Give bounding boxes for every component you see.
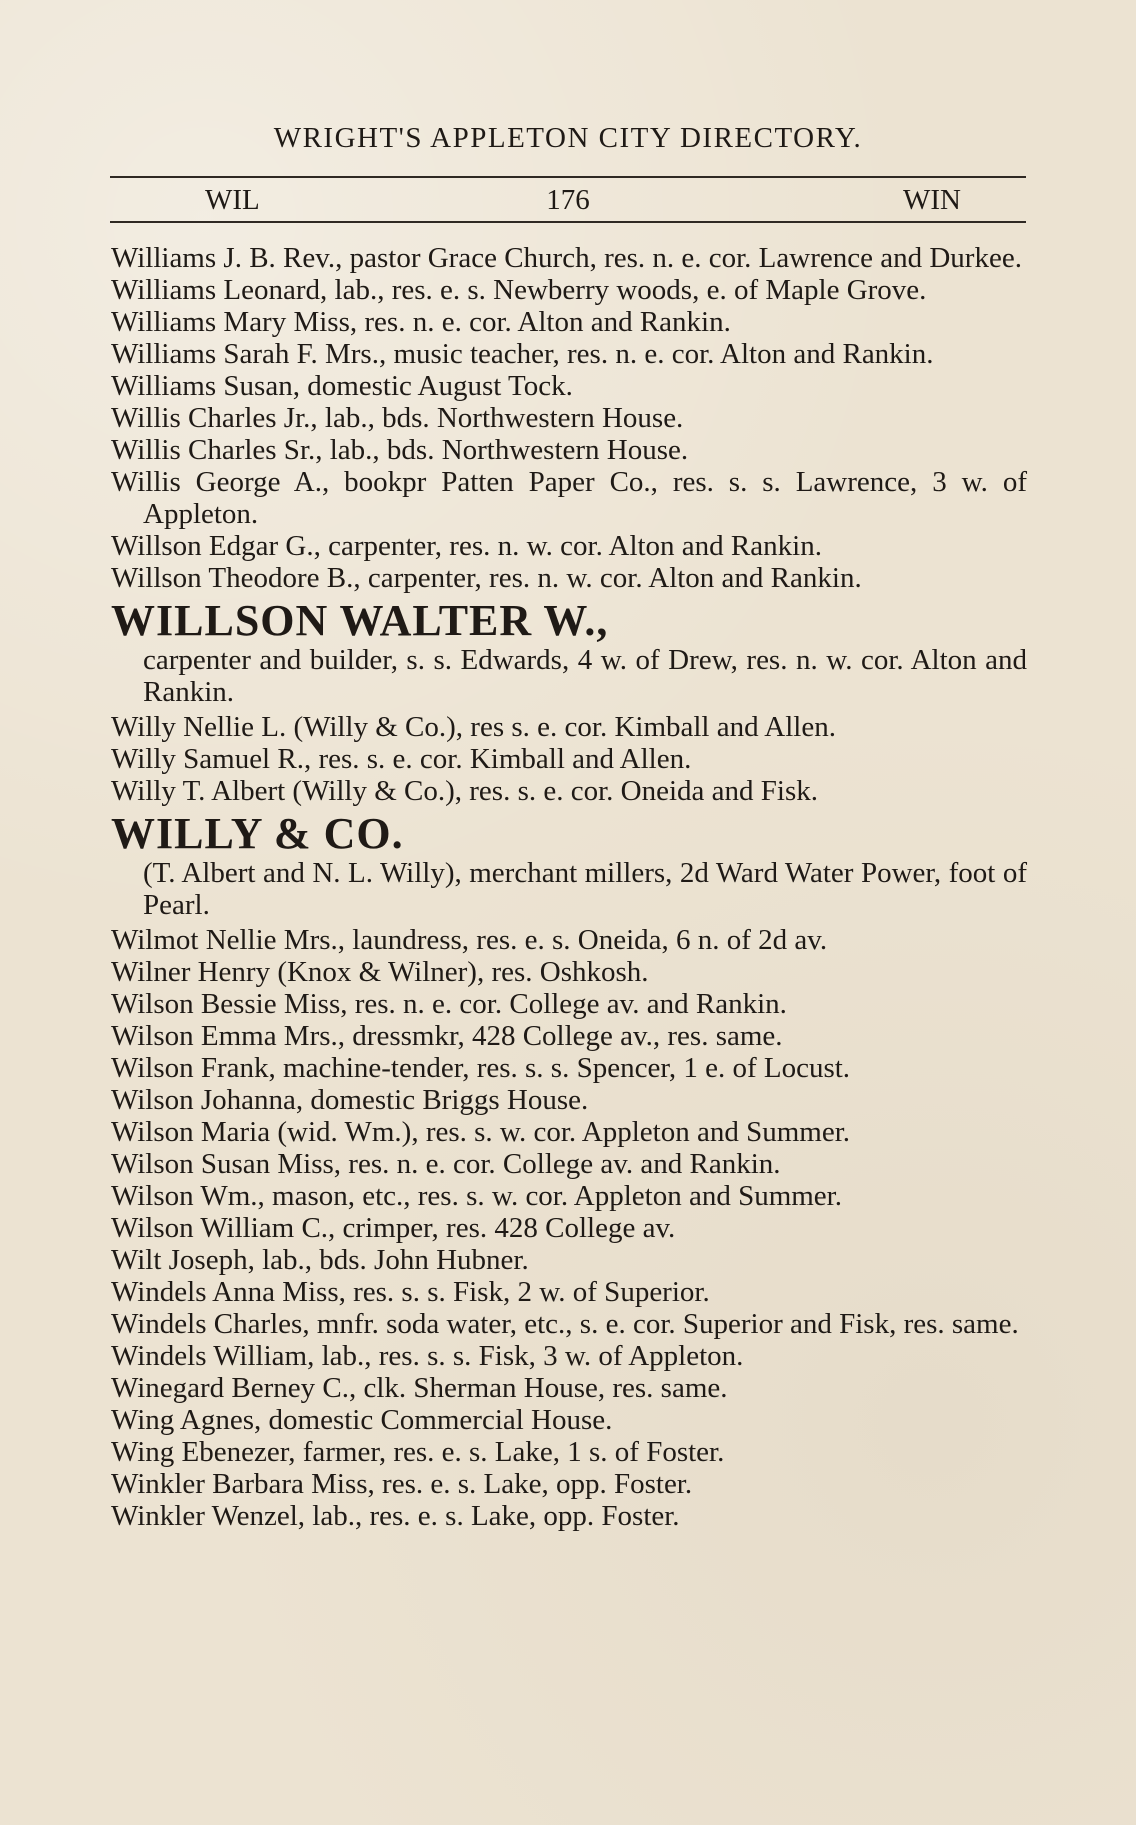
directory-entry: Wilt Joseph, lab., bds. John Hubner. [111,1244,529,1276]
featured-listing-name: WILLSON WALTER W., [111,596,609,645]
directory-entry: Wilmot Nellie Mrs., laundress, res. e. s. Oneida, 6 n. of 2d av. [111,924,828,956]
featured-listing-willy-co [111,810,1027,921]
directory-entry: Wilson Susan Miss, res. n. e. cor. College av. and Rankin. [111,1148,781,1180]
directory-entry: Willy Nellie L. (Willy & Co.), res s. e. cor. Kimball and Allen. [111,711,836,743]
directory-entry: Winkler Wenzel, lab., res. e. s. Lake, opp. Foster. [111,1500,680,1532]
directory-entry: Wilson Wm., mason, etc., res. s. w. cor. Appleton and Summer. [111,1180,842,1212]
page-number: 176 [546,184,590,216]
directory-entry: Willis Charles Sr., lab., bds. Northwestern House. [111,434,689,466]
page-guide-bar [110,184,1026,216]
directory-entry: Winkler Barbara Miss, res. e. s. Lake, opp. Foster. [111,1468,693,1500]
directory-entry: Willson Edgar G., carpenter, res. n. w. cor. Alton and Rankin. [111,530,822,562]
directory-entry: Wing Ebenezer, farmer, res. e. s. Lake, 1 s. of Foster. [111,1436,725,1468]
directory-entry: Willy Samuel R., res. s. e. cor. Kimball and Allen. [111,743,692,775]
directory-entry: Willis George A., bookpr Patten Paper Co., res. s. s. Lawrence, 3 w. of Appleton. [111,466,1027,530]
featured-listing-details: carpenter and builder, s. s. Edwards, 4 w. of Drew, res. n. w. cor. Alton and Rankin. [143,644,1027,708]
directory-entry: Wilson Bessie Miss, res. n. e. cor. College av. and Rankin. [111,988,787,1020]
directory-entry: Winegard Berney C., clk. Sherman House, res. same. [111,1372,728,1404]
directory-entry: Williams Leonard, lab., res. e. s. Newberry woods, e. of Maple Grove. [111,274,927,306]
directory-entry: Willis Charles Jr., lab., bds. Northwestern House. [111,402,684,434]
directory-entry: Williams Mary Miss, res. n. e. cor. Alton and Rankin. [111,306,731,338]
left-guide-word: WIL [205,184,260,216]
directory-entry: Williams J. B. Rev., pastor Grace Church, res. n. e. cor. Lawrence and Durkee. [111,242,1022,274]
directory-entry: Willson Theodore B., carpenter, res. n. w. cor. Alton and Rankin. [111,562,862,594]
directory-entries [111,242,1027,1532]
directory-entry: Windels Charles, mnfr. soda water, etc., s. e. cor. Superior and Fisk, res. same. [111,1308,1019,1340]
directory-entry: Wilner Henry (Knox & Wilner), res. Oshkosh. [111,956,649,988]
directory-entry: Williams Susan, domestic August Tock. [111,370,573,402]
featured-listing-details: (T. Albert and N. L. Willy), merchant millers, 2d Ward Water Power, foot of Pearl. [143,857,1027,921]
directory-entry: Wilson William C., crimper, res. 428 College av. [111,1212,676,1244]
directory-entry: Windels Anna Miss, res. s. s. Fisk, 2 w. of Superior. [111,1276,710,1308]
directory-entry: Wilson Maria (wid. Wm.), res. s. w. cor. Appleton and Summer. [111,1116,851,1148]
featured-listing-willson-walter [111,597,1027,708]
featured-listing-name: WILLY & CO. [111,809,404,858]
directory-entry: Windels William, lab., res. s. s. Fisk, 3 w. of Appleton. [111,1340,744,1372]
directory-entry: Willy T. Albert (Willy & Co.), res. s. e. cor. Oneida and Fisk. [111,775,818,807]
directory-entry: Williams Sarah F. Mrs., music teacher, res. n. e. cor. Alton and Rankin. [111,338,934,370]
running-title: WRIGHT'S APPLETON CITY DIRECTORY. [273,122,863,154]
right-guide-word: WIN [903,184,961,216]
directory-entry: Wilson Johanna, domestic Briggs House. [111,1084,589,1116]
directory-entry: Wilson Frank, machine-tender, res. s. s. Spencer, 1 e. of Locust. [111,1052,851,1084]
directory-entry: Wilson Emma Mrs., dressmkr, 428 College av., res. same. [111,1020,783,1052]
header-bottom-rule [110,221,1026,223]
directory-entry: Wing Agnes, domestic Commercial House. [111,1404,613,1436]
header-top-rule [110,176,1026,178]
